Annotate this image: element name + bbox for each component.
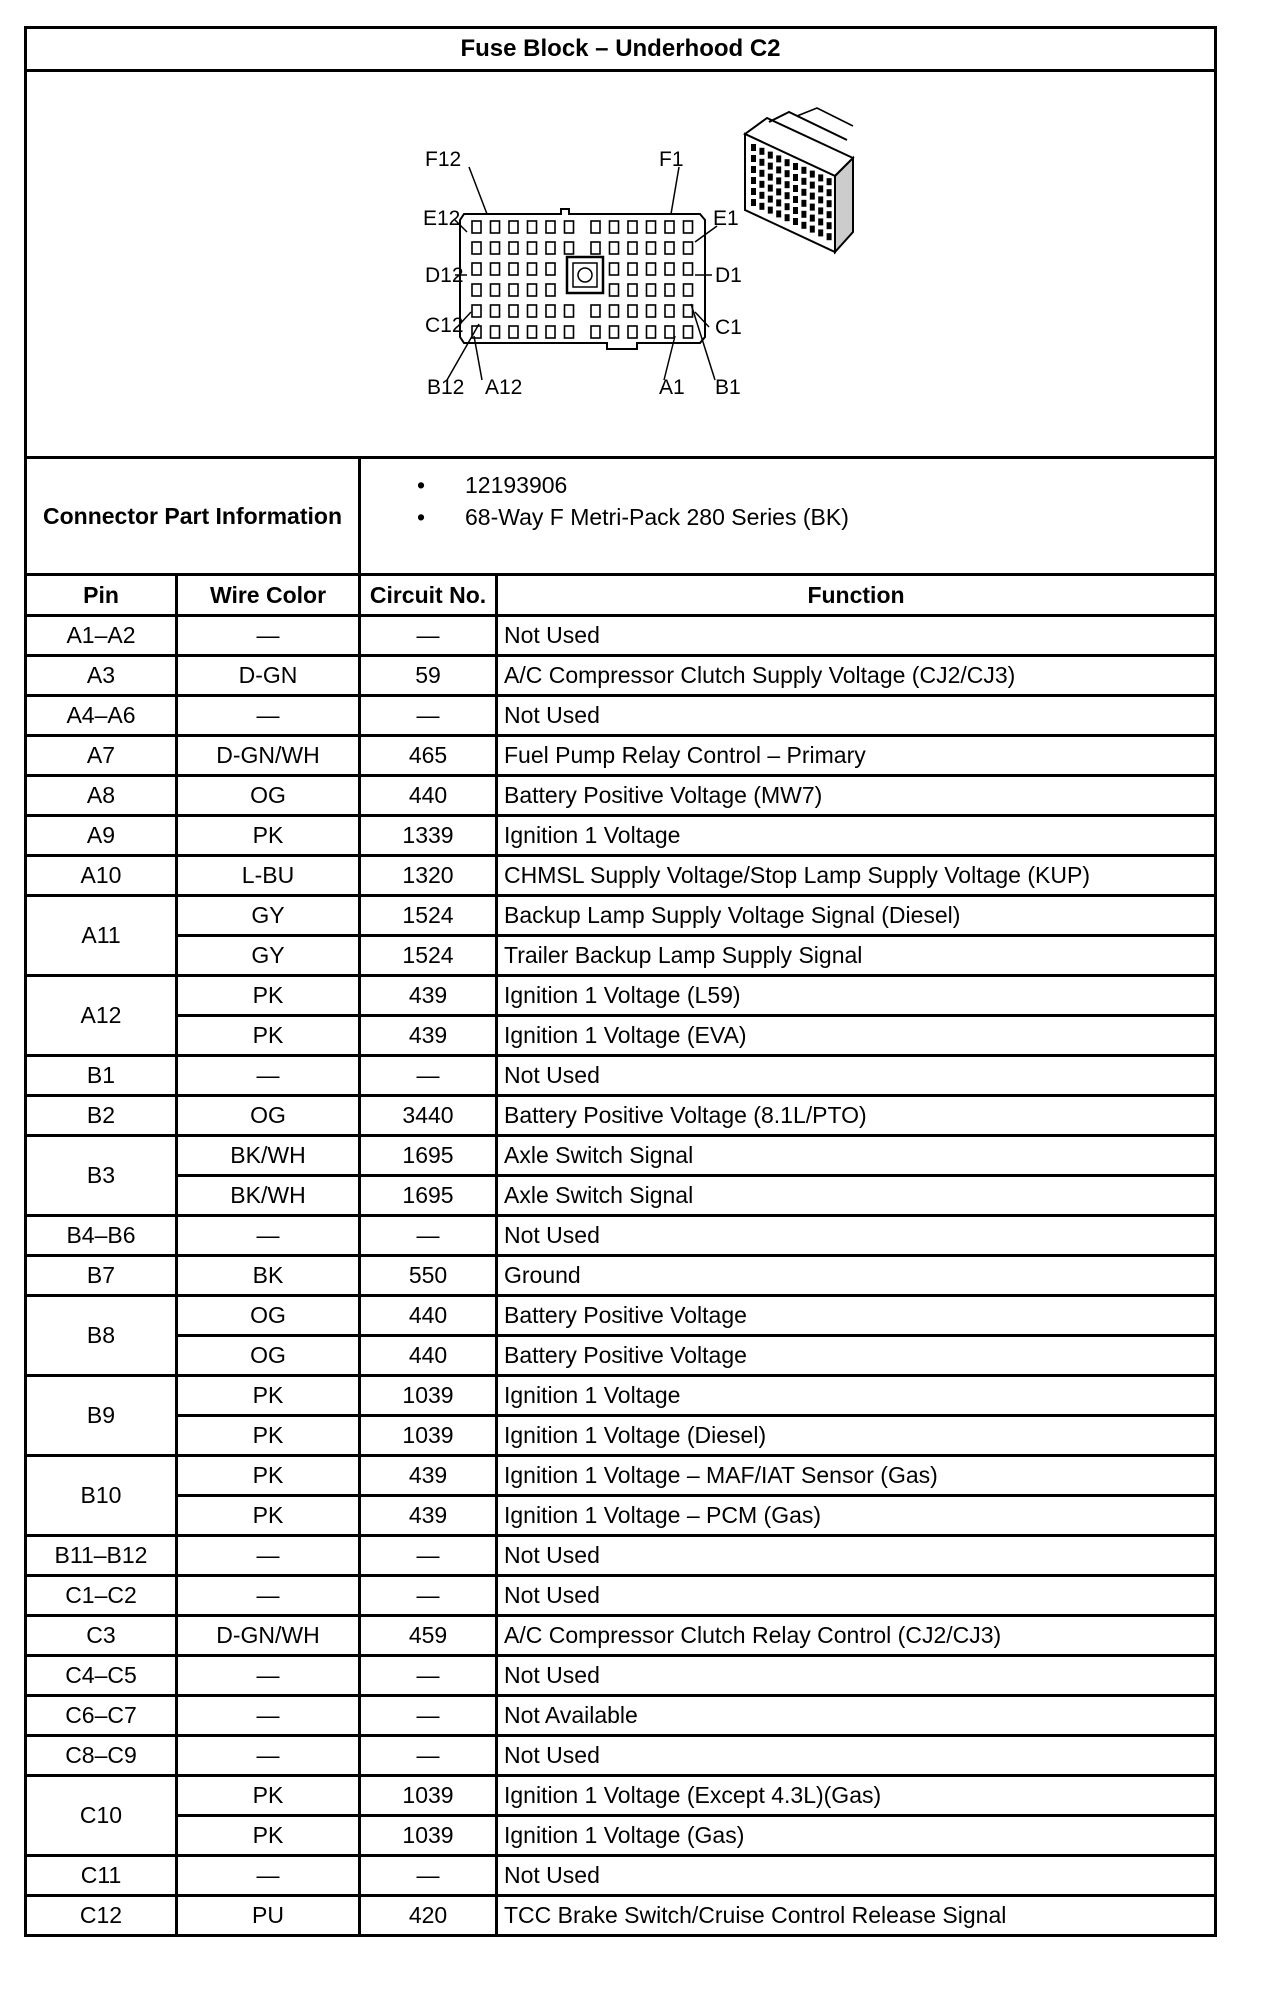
center-latch-inner [573,263,597,287]
table-row [26,1296,1216,1336]
pin-cavity [684,263,693,275]
pin-cavity [610,263,619,275]
pin-cavity [528,263,537,275]
wire-color-cell: OG [177,776,360,816]
pin-cavity [647,242,656,254]
pin-cavity [565,221,574,233]
circuit-cell: — [360,1216,497,1256]
pin-cavity [647,326,656,338]
pin-label-e12: E12 [423,207,461,230]
wire-color-cell: OG [177,1096,360,1136]
function-cell: CHMSL Supply Voltage/Stop Lamp Supply Voltage (KUP) [497,856,1216,896]
function-cell: Not Used [497,1056,1216,1096]
wire-color-cell: — [177,1216,360,1256]
circuit-cell: — [360,1736,497,1776]
wire-color-cell: OG [177,1296,360,1336]
pin-cell: C6–C7 [26,1696,177,1736]
circuit-cell: 1039 [360,1376,497,1416]
table-row [26,816,1216,856]
circuit-cell: 1695 [360,1136,497,1176]
pin-cavity [628,305,637,317]
pin-cavity [628,221,637,233]
circuit-cell: — [360,1856,497,1896]
function-cell: Ignition 1 Voltage (Gas) [497,1816,1216,1856]
pin-cavity [528,305,537,317]
circuit-cell: 459 [360,1616,497,1656]
wire-color-cell: PK [177,1496,360,1536]
pin-cell: A4–A6 [26,696,177,736]
pin-cavity [472,305,481,317]
pin-cavity [591,221,600,233]
table-row [26,1776,1216,1816]
pin-label-b1: B1 [715,376,741,399]
circuit-cell: 1039 [360,1416,497,1456]
pin-label-f12: F12 [425,148,462,171]
pin-cavity [665,284,674,296]
pin-cell: B8 [26,1296,177,1376]
pin-cavity [546,242,555,254]
table-row [26,616,1216,656]
pin-cavity [610,305,619,317]
pin-label-d1: D1 [715,264,742,287]
table-row [26,1496,1216,1536]
pin-cavity [546,263,555,275]
pin-cell: A1–A2 [26,616,177,656]
table-row [26,856,1216,896]
pin-cavity [472,242,481,254]
pin-cavity [628,326,637,338]
pin-cavity [628,263,637,275]
pin-cavity [610,326,619,338]
function-cell: Not Used [497,1656,1216,1696]
wire-color-cell: — [177,1536,360,1576]
pin-cavity [647,263,656,275]
pin-cell: B3 [26,1136,177,1216]
wire-color-cell: BK [177,1256,360,1296]
wire-color-cell: L-BU [177,856,360,896]
wire-color-cell: BK/WH [177,1176,360,1216]
pin-cavity [684,326,693,338]
connector-info-item [361,469,1214,501]
function-cell: Not Used [497,1576,1216,1616]
function-cell: Fuel Pump Relay Control – Primary [497,736,1216,776]
table-row [26,1896,1216,1936]
circuit-cell: 439 [360,1016,497,1056]
connector-info-item [361,501,1214,533]
function-cell: TCC Brake Switch/Cruise Control Release Signal [497,1896,1216,1936]
pin-cavity [591,242,600,254]
pin-cavity [509,326,518,338]
pin-cell: A10 [26,856,177,896]
table-row [26,1456,1216,1496]
circuit-cell: — [360,616,497,656]
wire-color-cell: PK [177,1456,360,1496]
pin-cavity [610,284,619,296]
pin-cavity [509,263,518,275]
table-row [26,776,1216,816]
connector-face-diagram [27,72,1211,456]
table-row [26,1056,1216,1096]
circuit-cell: — [360,696,497,736]
header-function: Function [497,575,1216,616]
pin-cavity [565,242,574,254]
function-cell: Not Used [497,1856,1216,1896]
table-title: Fuse Block – Underhood C2 [26,28,1216,71]
function-cell: Axle Switch Signal [497,1136,1216,1176]
pin-cavity [509,221,518,233]
pin-cell: B11–B12 [26,1536,177,1576]
pin-cavity [491,284,500,296]
circuit-cell: 439 [360,976,497,1016]
circuit-cell: 1524 [360,936,497,976]
table-row [26,656,1216,696]
function-cell: Not Used [497,1216,1216,1256]
pin-cavity [628,284,637,296]
circuit-cell: 3440 [360,1096,497,1136]
pin-cavity [684,221,693,233]
connector-info-label: Connector Part Information [26,458,360,575]
function-cell: Not Used [497,1736,1216,1776]
wire-color-cell: PK [177,816,360,856]
header-pin: Pin [26,575,177,616]
wire-color-cell: — [177,1696,360,1736]
function-cell: Ignition 1 Voltage (L59) [497,976,1216,1016]
connector-diagram [26,71,1216,458]
wire-color-cell: PK [177,1776,360,1816]
function-cell: Battery Positive Voltage [497,1336,1216,1376]
circuit-cell: — [360,1536,497,1576]
wire-color-cell: OG [177,1336,360,1376]
pin-cavity [509,242,518,254]
function-cell: Ignition 1 Voltage [497,1376,1216,1416]
pin-cavity [684,242,693,254]
pin-cavity [528,242,537,254]
circuit-cell: 1039 [360,1776,497,1816]
pin-label-d12: D12 [425,264,464,287]
circuit-cell: — [360,1576,497,1616]
header-wire-color: Wire Color [177,575,360,616]
leader-line [671,167,679,214]
pin-cell: A3 [26,656,177,696]
pin-cell: C3 [26,1616,177,1656]
function-cell: Axle Switch Signal [497,1176,1216,1216]
table-row [26,1176,1216,1216]
circuit-cell: 1339 [360,816,497,856]
wire-color-cell: PK [177,1416,360,1456]
circuit-cell: — [360,1056,497,1096]
pin-cavity [472,284,481,296]
pin-cell: B10 [26,1456,177,1536]
pin-cavity [546,284,555,296]
pin-cell: C12 [26,1896,177,1936]
circuit-cell: 439 [360,1496,497,1536]
connector-info-text: 12193906 [465,472,568,498]
circuit-cell: 420 [360,1896,497,1936]
table-row [26,1096,1216,1136]
wire-color-cell: D-GN [177,656,360,696]
pin-cell: C10 [26,1776,177,1856]
connector-3d-icon [745,108,853,252]
pin-cavity [647,284,656,296]
table-row [26,1256,1216,1296]
pin-cavity [684,284,693,296]
function-cell: Ignition 1 Voltage [497,816,1216,856]
table-row [26,896,1216,936]
table-row [26,936,1216,976]
pin-cell: B9 [26,1376,177,1456]
circuit-cell: 1695 [360,1176,497,1216]
pin-cell: B1 [26,1056,177,1096]
circuit-cell: 465 [360,736,497,776]
function-cell: Battery Positive Voltage [497,1296,1216,1336]
pin-label-b12: B12 [427,376,465,399]
function-cell: Battery Positive Voltage (MW7) [497,776,1216,816]
function-cell: Trailer Backup Lamp Supply Signal [497,936,1216,976]
circuit-cell: — [360,1656,497,1696]
table-row [26,1016,1216,1056]
table-row [26,1536,1216,1576]
pin-cell: B4–B6 [26,1216,177,1256]
pin-cell: C1–C2 [26,1576,177,1616]
pin-cavity [491,221,500,233]
function-cell: Ignition 1 Voltage (EVA) [497,1016,1216,1056]
connector-outline [460,209,705,349]
pin-label-f1: F1 [659,148,684,171]
leader-line [469,167,487,214]
wire-color-cell: PK [177,1376,360,1416]
wire-color-cell: — [177,616,360,656]
circuit-cell: 550 [360,1256,497,1296]
pin-cavity [546,221,555,233]
function-cell: Backup Lamp Supply Voltage Signal (Diesel) [497,896,1216,936]
table-row [26,1696,1216,1736]
pin-cavity [491,305,500,317]
table-row [26,1136,1216,1176]
table-row [26,1816,1216,1856]
pin-cell: B7 [26,1256,177,1296]
table-row [26,976,1216,1016]
pin-cavity [628,242,637,254]
pin-label-a12: A12 [485,376,523,399]
wire-color-cell: — [177,1736,360,1776]
table-row [26,1576,1216,1616]
center-latch-hole [578,268,592,282]
function-cell: Battery Positive Voltage (8.1L/PTO) [497,1096,1216,1136]
wire-color-cell: — [177,1656,360,1696]
wire-color-cell: GY [177,936,360,976]
table-row [26,1336,1216,1376]
wire-color-cell: PU [177,1896,360,1936]
function-cell: Ignition 1 Voltage (Except 4.3L)(Gas) [497,1776,1216,1816]
circuit-cell: 439 [360,1456,497,1496]
pin-cell: A11 [26,896,177,976]
pin-label-c1: C1 [715,316,742,339]
table-row [26,1736,1216,1776]
wire-color-cell: PK [177,1816,360,1856]
function-cell: A/C Compressor Clutch Supply Voltage (CJ2/CJ3) [497,656,1216,696]
pin-label-e1: E1 [713,207,739,230]
wire-color-cell: BK/WH [177,1136,360,1176]
pin-cavity [665,242,674,254]
pin-cavity [491,242,500,254]
pin-cell: C4–C5 [26,1656,177,1696]
circuit-cell: 1039 [360,1816,497,1856]
pin-cavity [491,263,500,275]
pin-cavity [528,326,537,338]
pin-cavity [528,221,537,233]
pin-cavity [472,221,481,233]
wire-color-cell: D-GN/WH [177,1616,360,1656]
table-row [26,1856,1216,1896]
table-row [26,696,1216,736]
circuit-cell: 1320 [360,856,497,896]
circuit-cell: 440 [360,776,497,816]
pin-cavity [665,305,674,317]
pin-cavity [665,221,674,233]
pin-cavity [509,284,518,296]
pin-cavity [610,221,619,233]
pin-cavity [647,305,656,317]
function-cell: Ground [497,1256,1216,1296]
pin-cavity [647,221,656,233]
pin-cavity [546,305,555,317]
pin-cavity [591,305,600,317]
pinout-table [24,26,1217,1937]
pin-cavity [509,305,518,317]
table-row [26,1416,1216,1456]
circuit-cell: 440 [360,1336,497,1376]
function-cell: Ignition 1 Voltage – MAF/IAT Sensor (Gas) [497,1456,1216,1496]
pin-cavity [528,284,537,296]
pin-cavity [491,326,500,338]
circuit-cell: 1524 [360,896,497,936]
wire-color-cell: GY [177,896,360,936]
table-row [26,1656,1216,1696]
function-cell: A/C Compressor Clutch Relay Control (CJ2/CJ3) [497,1616,1216,1656]
connector-info-text: 68-Way F Metri-Pack 280 Series (BK) [465,504,849,530]
pin-cell: A8 [26,776,177,816]
pin-cell: B2 [26,1096,177,1136]
wire-color-cell: — [177,1576,360,1616]
bullet-icon: • [417,472,426,498]
pin-cell: A7 [26,736,177,776]
pin-cavity [472,263,481,275]
function-cell: Not Available [497,1696,1216,1736]
wire-color-cell: D-GN/WH [177,736,360,776]
pin-cavity [591,326,600,338]
wire-color-cell: — [177,1856,360,1896]
header-circuit: Circuit No. [360,575,497,616]
function-cell: Ignition 1 Voltage – PCM (Gas) [497,1496,1216,1536]
function-cell: Not Used [497,696,1216,736]
pin-cell: C11 [26,1856,177,1896]
function-cell: Not Used [497,616,1216,656]
wire-color-cell: — [177,696,360,736]
connector-info-list [360,458,1216,575]
function-cell: Ignition 1 Voltage (Diesel) [497,1416,1216,1456]
pin-cavity [665,326,674,338]
wire-color-cell: PK [177,1016,360,1056]
pin-cavity [565,326,574,338]
bullet-icon: • [417,504,426,530]
pin-cavity [546,326,555,338]
table-row [26,1216,1216,1256]
table-row [26,736,1216,776]
table-row [26,1376,1216,1416]
wire-color-cell: — [177,1056,360,1096]
pin-label-c12: C12 [425,314,464,337]
pin-cell: A12 [26,976,177,1056]
pin-cell: C8–C9 [26,1736,177,1776]
circuit-cell: 440 [360,1296,497,1336]
pin-cavity [665,263,674,275]
pin-cavity [610,242,619,254]
wire-color-cell: PK [177,976,360,1016]
function-cell: Not Used [497,1536,1216,1576]
pin-label-a1: A1 [659,376,685,399]
table-row [26,1616,1216,1656]
circuit-cell: — [360,1696,497,1736]
pin-cavity [565,305,574,317]
circuit-cell: 59 [360,656,497,696]
pin-cell: A9 [26,816,177,856]
